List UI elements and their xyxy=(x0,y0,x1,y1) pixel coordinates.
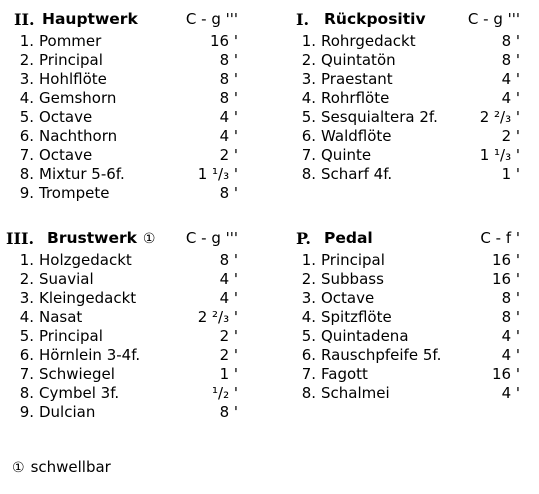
stop-number: 2. xyxy=(19,51,34,69)
stop-row xyxy=(14,327,238,346)
stop-pitch: 1 ' xyxy=(219,365,238,383)
stop-list xyxy=(296,32,520,184)
stop-pitch: 4 ' xyxy=(219,270,238,288)
stop-row xyxy=(296,146,520,165)
stop-pitch: 8 ' xyxy=(501,308,520,326)
stop-pitch: 16 ' xyxy=(492,270,520,288)
division-name: Pedal xyxy=(324,229,373,247)
stop-pitch: 16 ' xyxy=(210,32,238,50)
stop-row xyxy=(14,51,238,70)
stop-number: 3. xyxy=(301,70,316,88)
division-compass: C - g ''' xyxy=(467,10,520,28)
stop-name: Subbass xyxy=(321,270,384,288)
stop-name: Principal xyxy=(39,51,103,69)
stop-pitch: 8 ' xyxy=(501,289,520,307)
stop-pitch: 4 ' xyxy=(219,127,238,145)
stop-number: 9. xyxy=(19,184,34,202)
division-numeral: I. xyxy=(296,10,310,29)
stop-pitch: 2 ' xyxy=(501,127,520,145)
division-hauptwerk xyxy=(14,10,238,203)
stop-name: Octave xyxy=(39,108,93,126)
division-numeral: III. xyxy=(6,229,35,248)
stop-number: 4. xyxy=(301,308,316,326)
stop-name: Spitzflöte xyxy=(321,308,392,326)
stop-pitch: 2 ' xyxy=(219,346,238,364)
stop-list xyxy=(296,251,520,403)
stop-name: Principal xyxy=(321,251,385,269)
stop-pitch: 2 ²/₃ ' xyxy=(197,308,238,326)
stop-row xyxy=(14,289,238,308)
stop-row xyxy=(296,270,520,289)
stop-row xyxy=(14,365,238,384)
stop-number: 7. xyxy=(19,146,34,164)
stop-number: 1. xyxy=(19,251,34,269)
stop-name: Schwiegel xyxy=(39,365,115,383)
division-title xyxy=(324,10,426,28)
stop-name: Suavial xyxy=(39,270,94,288)
stop-pitch: 4 ' xyxy=(501,346,520,364)
stop-row xyxy=(14,127,238,146)
stop-row xyxy=(296,127,520,146)
stop-number: 7. xyxy=(19,365,34,383)
stop-number: 4. xyxy=(301,89,316,107)
division-compass: C - f ' xyxy=(480,229,520,247)
division-title xyxy=(42,10,138,28)
stop-pitch: 8 ' xyxy=(219,251,238,269)
stop-row xyxy=(14,403,238,422)
stop-name: Holzgedackt xyxy=(39,251,132,269)
stop-name: Rohrgedackt xyxy=(321,32,416,50)
stop-number: 5. xyxy=(19,327,34,345)
stop-number: 4. xyxy=(19,89,34,107)
stop-row xyxy=(296,346,520,365)
stop-row xyxy=(296,365,520,384)
stop-row xyxy=(14,146,238,165)
stop-number: 4. xyxy=(19,308,34,326)
stop-row xyxy=(14,89,238,108)
division-name: Hauptwerk xyxy=(42,10,138,28)
stop-number: 7. xyxy=(301,365,316,383)
stop-name: Scharf 4f. xyxy=(321,165,393,183)
division-title xyxy=(47,229,155,247)
stop-number: 3. xyxy=(19,70,34,88)
stop-row xyxy=(296,251,520,270)
stop-number: 6. xyxy=(19,346,34,364)
stop-name: Rohrflöte xyxy=(321,89,390,107)
footnote xyxy=(12,458,111,476)
stop-row xyxy=(14,165,238,184)
stop-pitch: 2 ' xyxy=(219,146,238,164)
division-name: Rückpositiv xyxy=(324,10,426,28)
stop-name: Pommer xyxy=(39,32,102,50)
stop-pitch: 8 ' xyxy=(219,184,238,202)
stop-name: Praestant xyxy=(321,70,393,88)
stop-row xyxy=(14,184,238,203)
swell-mark-icon: ① xyxy=(12,460,25,476)
stop-row xyxy=(296,327,520,346)
stop-pitch: 4 ' xyxy=(219,108,238,126)
stop-pitch: 8 ' xyxy=(219,70,238,88)
stop-number: 2. xyxy=(301,51,316,69)
stop-number: 6. xyxy=(301,127,316,145)
stop-row xyxy=(14,308,238,327)
stop-pitch: 8 ' xyxy=(501,32,520,50)
stop-row xyxy=(296,108,520,127)
division-numeral: II. xyxy=(14,10,35,29)
stop-pitch: 1 ' xyxy=(501,165,520,183)
stop-row xyxy=(296,165,520,184)
stop-pitch: 1 ¹/₃ ' xyxy=(197,165,238,183)
stop-name: Waldflöte xyxy=(321,127,392,145)
stop-name: Sesquialtera 2f. xyxy=(321,108,438,126)
stop-pitch: 4 ' xyxy=(219,289,238,307)
stop-name: Principal xyxy=(39,327,103,345)
stop-name: Octave xyxy=(321,289,375,307)
stop-number: 5. xyxy=(301,327,316,345)
stop-pitch: 2 ' xyxy=(219,327,238,345)
division-rueckpositiv xyxy=(296,10,520,184)
stop-name: Cymbel 3f. xyxy=(39,384,120,402)
stop-number: 2. xyxy=(301,270,316,288)
stop-number: 6. xyxy=(19,127,34,145)
division-name: Brustwerk xyxy=(47,229,137,247)
division-numeral: P. xyxy=(296,229,311,248)
division-header xyxy=(6,229,238,251)
division-compass: C - g ''' xyxy=(185,10,238,28)
swell-mark-icon: ① xyxy=(142,231,156,247)
stop-pitch: 2 ²/₃ ' xyxy=(479,108,520,126)
stop-name: Mixtur 5-6f. xyxy=(39,165,125,183)
stop-pitch: 16 ' xyxy=(492,251,520,269)
stop-row xyxy=(14,270,238,289)
stop-name: Nasat xyxy=(39,308,83,326)
stop-number: 7. xyxy=(301,146,316,164)
stop-name: Quintatön xyxy=(321,51,396,69)
stop-name: Rauschpfeife 5f. xyxy=(321,346,442,364)
division-brustwerk xyxy=(6,229,238,422)
stop-row xyxy=(296,289,520,308)
stop-number: 8. xyxy=(301,384,316,402)
stop-row xyxy=(296,89,520,108)
stop-pitch: 8 ' xyxy=(501,51,520,69)
stop-number: 1. xyxy=(19,32,34,50)
stop-row xyxy=(14,108,238,127)
stop-number: 5. xyxy=(301,108,316,126)
stop-name: Octave xyxy=(39,146,93,164)
division-title xyxy=(324,229,373,247)
stop-number: 5. xyxy=(19,108,34,126)
stop-pitch: 4 ' xyxy=(501,327,520,345)
division-compass: C - g ''' xyxy=(185,229,238,247)
stop-number: 1. xyxy=(301,251,316,269)
stop-name: Schalmei xyxy=(321,384,390,402)
stop-pitch: 1 ¹/₃ ' xyxy=(479,146,520,164)
stop-name: Trompete xyxy=(39,184,110,202)
stop-number: 6. xyxy=(301,346,316,364)
stop-list xyxy=(14,251,238,422)
stop-number: 2. xyxy=(19,270,34,288)
stop-name: Nachthorn xyxy=(39,127,118,145)
stop-pitch: 8 ' xyxy=(219,89,238,107)
division-header xyxy=(296,229,520,251)
stop-row xyxy=(14,251,238,270)
stop-name: Kleingedackt xyxy=(39,289,137,307)
stop-pitch: 8 ' xyxy=(219,403,238,421)
stop-row xyxy=(14,384,238,403)
stop-pitch: 4 ' xyxy=(501,70,520,88)
stop-row xyxy=(14,346,238,365)
stop-row xyxy=(296,308,520,327)
stop-row xyxy=(296,384,520,403)
division-header xyxy=(14,10,238,32)
stop-pitch: ¹/₂ ' xyxy=(212,384,238,402)
stop-name: Hohlflöte xyxy=(39,70,107,88)
stop-name: Gemshorn xyxy=(39,89,117,107)
stop-number: 3. xyxy=(301,289,316,307)
division-pedal xyxy=(296,229,520,403)
stop-name: Dulcian xyxy=(39,403,96,421)
stop-row xyxy=(296,51,520,70)
stop-name: Quinte xyxy=(321,146,372,164)
division-header xyxy=(296,10,520,32)
stop-name: Quintadena xyxy=(321,327,409,345)
stop-row xyxy=(14,70,238,89)
stop-list xyxy=(14,32,238,203)
stop-pitch: 8 ' xyxy=(219,51,238,69)
stop-pitch: 16 ' xyxy=(492,365,520,383)
stop-pitch: 4 ' xyxy=(501,384,520,402)
footnote-text: schwellbar xyxy=(30,458,111,476)
stop-number: 3. xyxy=(19,289,34,307)
stop-number: 8. xyxy=(19,165,34,183)
stop-pitch: 4 ' xyxy=(501,89,520,107)
stop-row xyxy=(296,70,520,89)
stop-row xyxy=(14,32,238,51)
stop-number: 8. xyxy=(301,165,316,183)
stop-number: 8. xyxy=(19,384,34,402)
stop-number: 9. xyxy=(19,403,34,421)
stop-row xyxy=(296,32,520,51)
stop-name: Hörnlein 3-4f. xyxy=(39,346,141,364)
stop-number: 1. xyxy=(301,32,316,50)
stop-name: Fagott xyxy=(321,365,368,383)
